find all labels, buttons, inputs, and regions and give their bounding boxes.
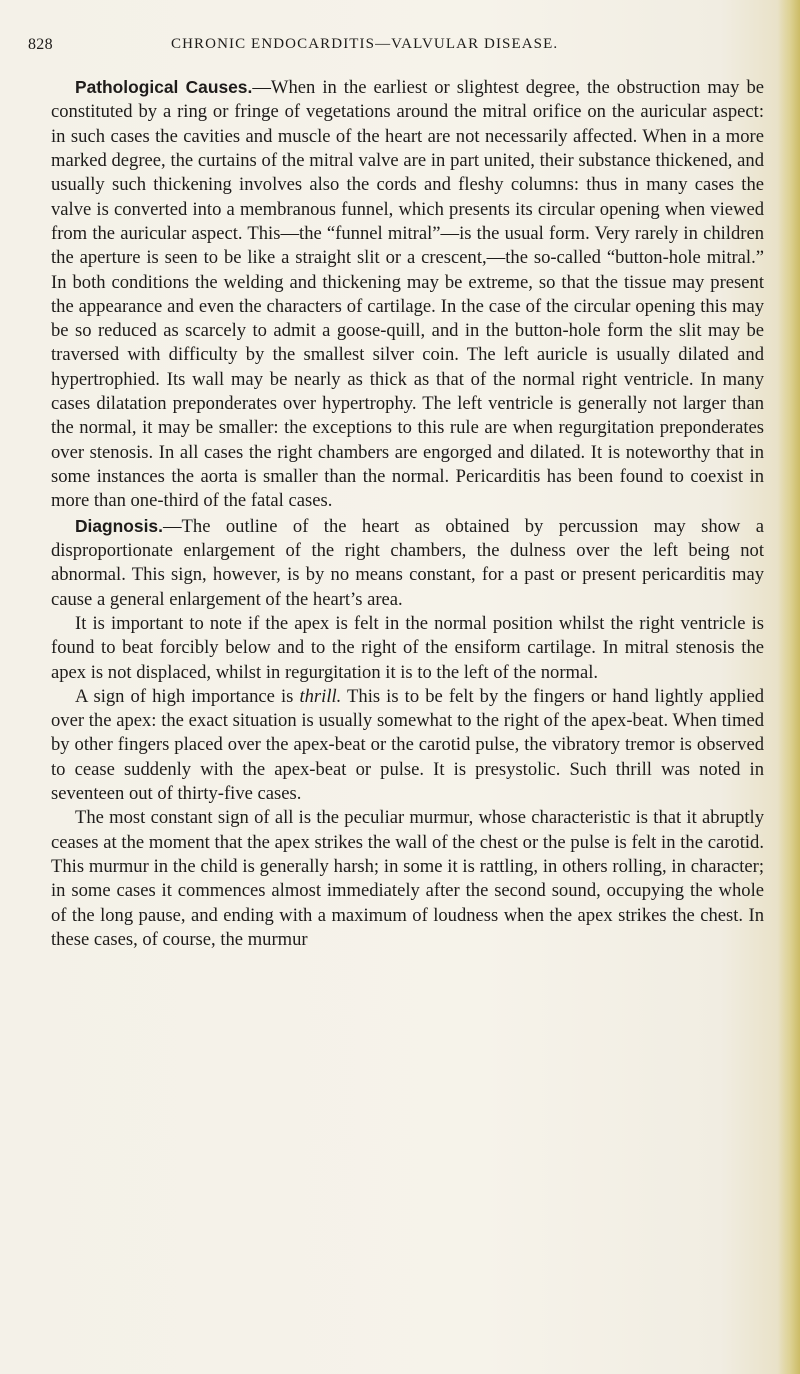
run-in-heading: Pathological Causes. [75, 77, 253, 97]
page-number: 828 [28, 36, 53, 53]
running-title: CHRONIC ENDOCARDITIS—VALVULAR DISEASE. [171, 36, 559, 52]
italic-term: thrill. [299, 685, 342, 707]
paragraph-text: It is important to note if the apex is felt in the normal position whilst the right ventricle is found to beat forcibly below and to the right of the ensiform cartilage. In mitral stenosis the apex is not displaced, whilst in regurgitation it is to the left of the normal. [51, 612, 764, 683]
body-text [51, 75, 764, 952]
paragraph-pathological-causes [51, 75, 764, 514]
paragraph-thrill [51, 685, 764, 807]
paragraph-text: —The outline of the heart as obtained by percussion may show a disproportionate enlargement of the right chambers, the dulness over the left being not abnormal. This sign, however, is by no means constant, for a past or present pericarditis may cause a general enlargement of the heart’s area. [51, 515, 764, 610]
paragraph-diagnosis [51, 514, 764, 612]
paragraph-text: —When in the earliest or slightest degree, the obstruction may be constituted by a ring or fringe of vegetations around the mitral orifice on the auricular aspect: in such cases the cavities and muscle of the heart are not necessarily affected. When in a more marked degree, the curtains of the mitral valve are in part united, their substance thickened, and usually such thickening involves also the cords and fleshy columns: thus in many cases the valve is converted into a membranous funnel, which presents its circular opening when viewed from the auricular aspect. This—the “funnel mitral”—is the usual form. Very rarely in children the aperture is seen to be like a straight slit or a crescent,—the so-called “button-hole mitral.” In both conditions the welding and thickening may be extreme, so that the tissue may present the appearance and even the characters of cartilage. In the case of the circular opening this may be so reduced as scarcely to admit a goose-quill, and in the button-hole form the slit may be traversed with difficulty by the smallest silver coin. The left auricle is usually dilated and hypertrophied. Its wall may be nearly as thick as that of the normal right ventricle. In many cases dilatation preponderates over hypertrophy. The left ventricle is generally not larger than the normal, it may be smaller: the exceptions to this rule are when regurgitation preponderates over stenosis. In all cases the right chambers are engorged and dilated. It is noteworthy that in some instances the aorta is smaller than the normal. Pericarditis has been found to coexist in more than one-third of the fatal cases. [51, 77, 764, 512]
run-in-heading: Diagnosis. [75, 515, 163, 536]
paragraph-apex-position [51, 612, 764, 685]
paragraph-text: This is to be felt by the fingers or hand lightly applied over the apex: the exact situation is usually somewhat to the right of the apex-beat. When timed by other fingers placed over the apex-beat or the carotid pulse, the vibratory tremor is observed to cease suddenly with the apex-beat or pulse. It is presystolic. Such thrill was noted in seventeen out of thirty-five cases. [51, 685, 764, 805]
paragraph-murmur [51, 806, 764, 952]
page-header [28, 30, 758, 60]
paragraph-text: The most constant sign of all is the peculiar murmur, whose characteristic is that it abruptly ceases at the moment that the apex strikes the wall of the chest or the pulse is felt in the carotid. This murmur in the child is generally harsh; in some it is rattling, in others rolling, in character; in some cases it commences almost immediately after the second sound, occupying the whole of the long pause, and ending with a maximum of loudness when the apex strikes the chest. In these cases, of course, the murmur [51, 807, 764, 950]
paragraph-text: A sign of high importance is [75, 685, 300, 707]
page-edge-shadow [778, 0, 800, 1374]
